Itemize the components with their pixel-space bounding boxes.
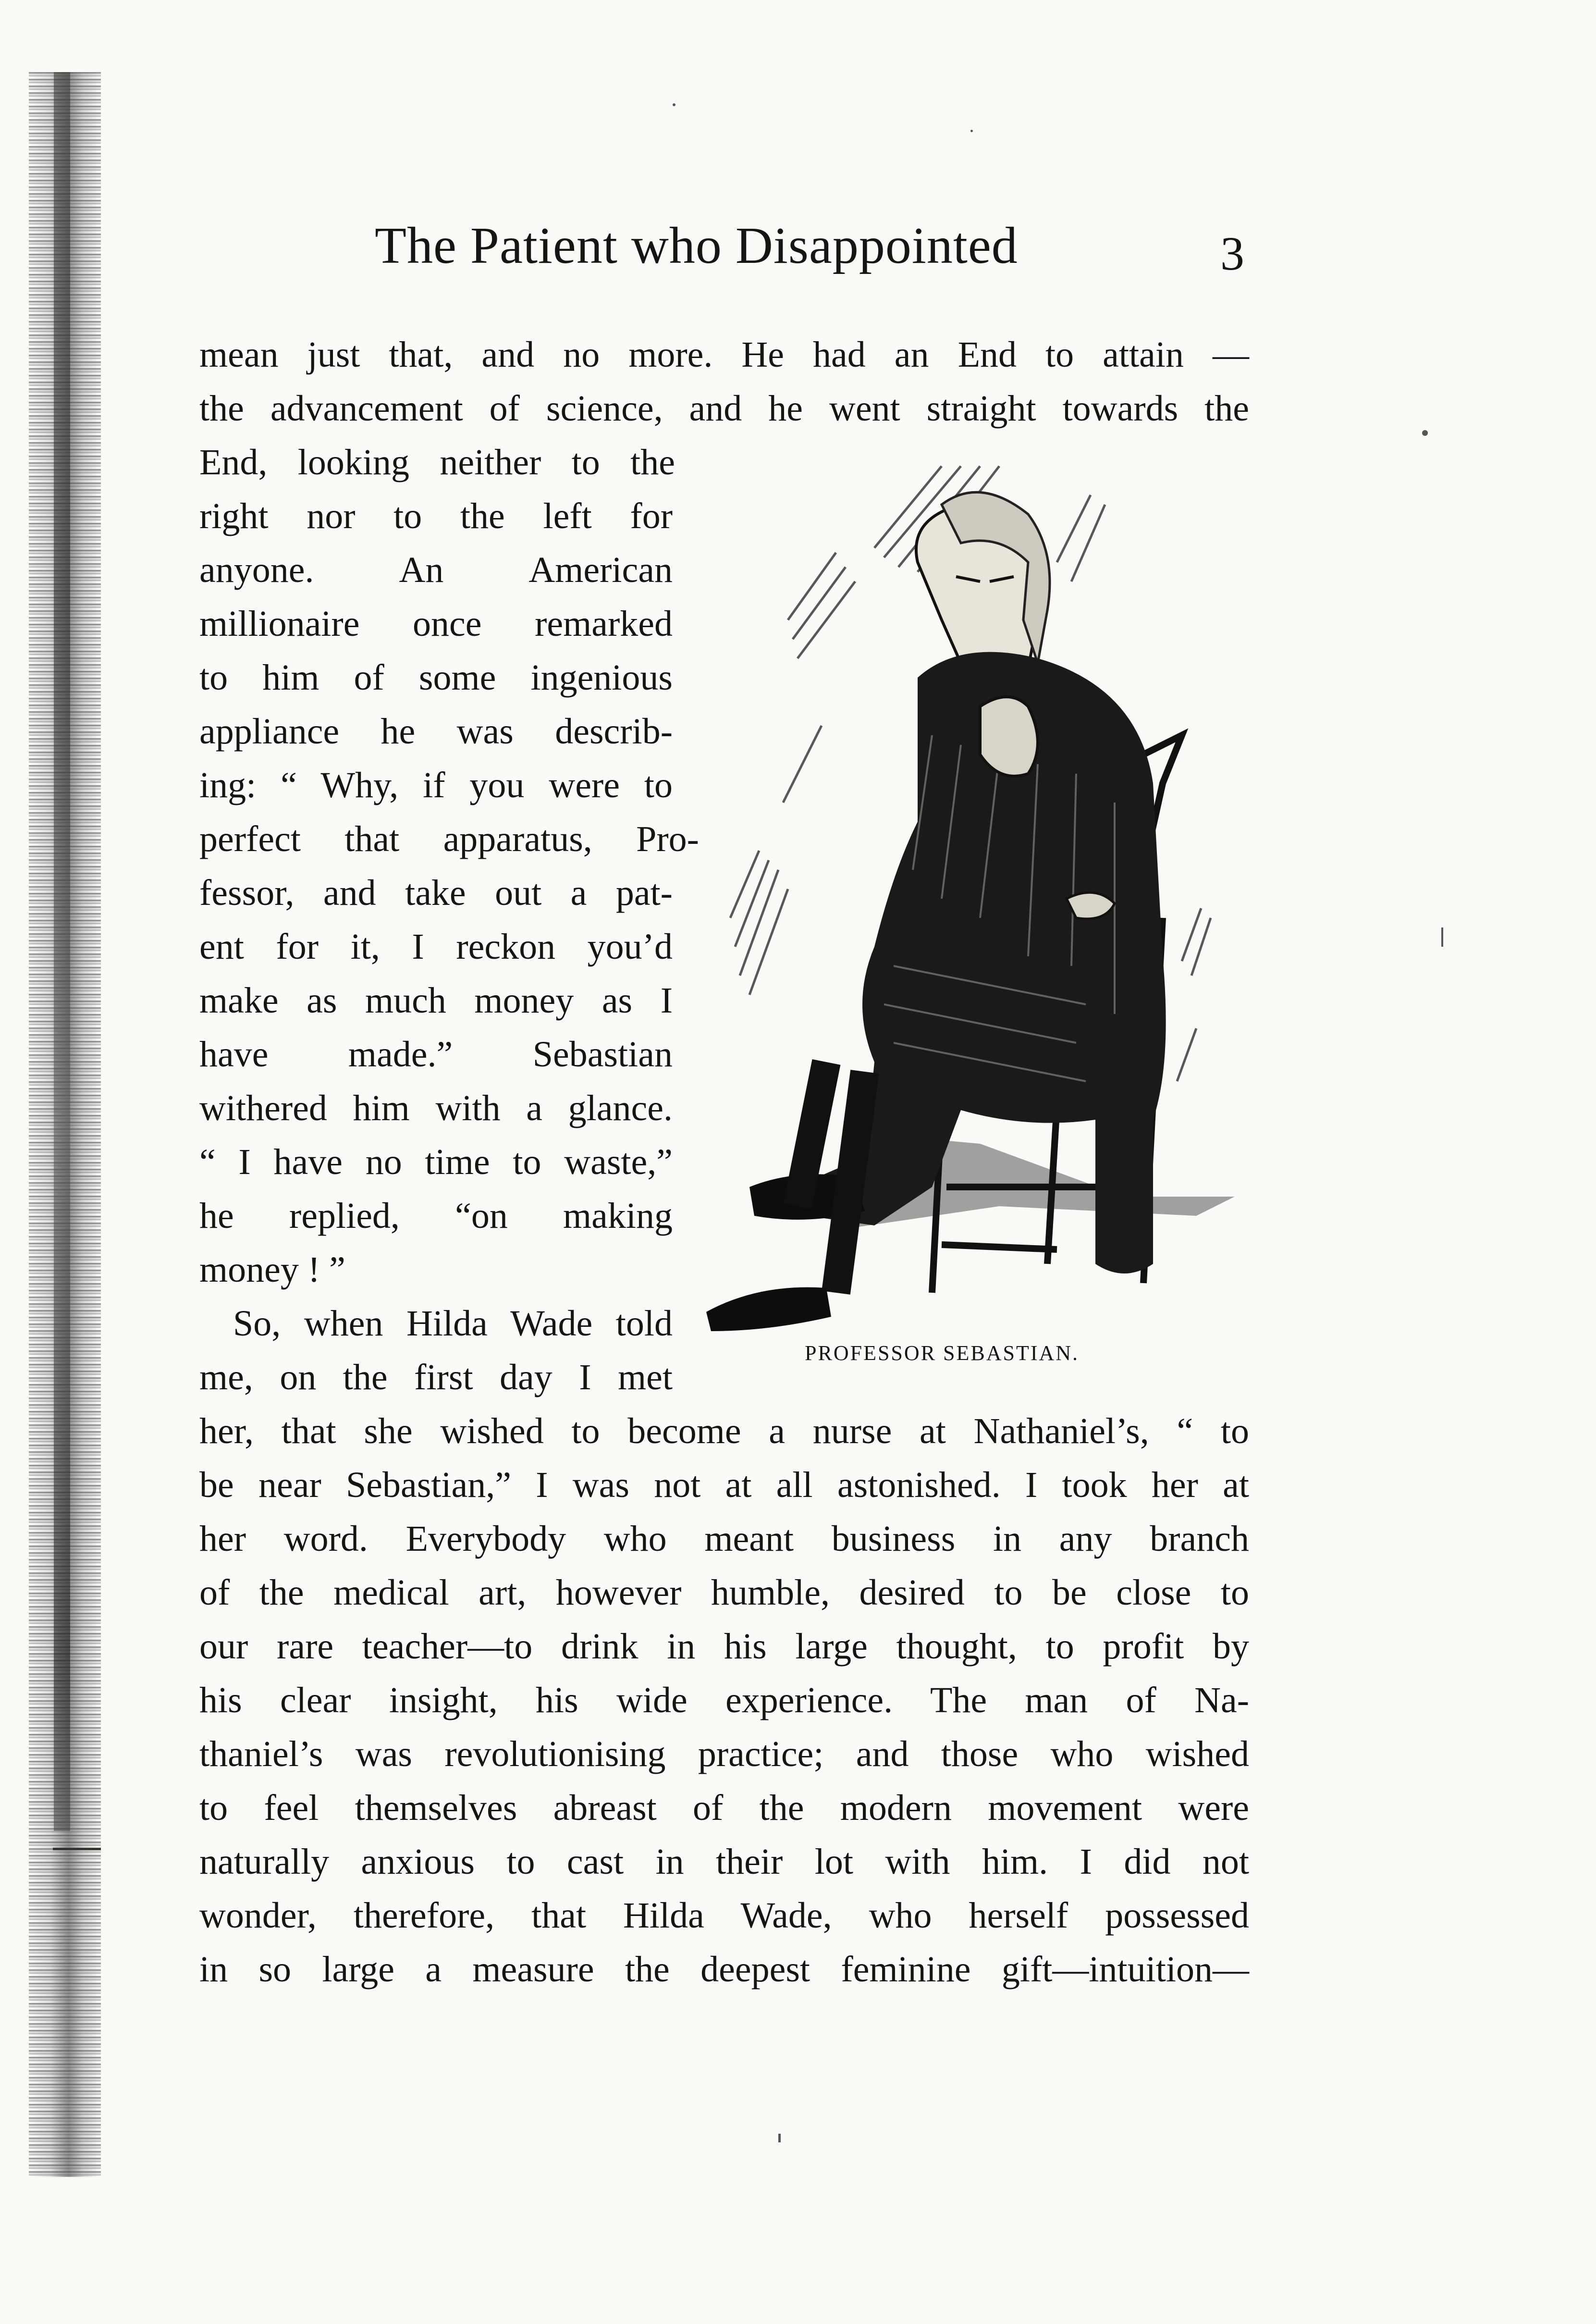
text-line: anyone. An American bbox=[199, 550, 673, 590]
text-line: millionaire once remarked bbox=[199, 604, 673, 644]
text-line: End, looking neither to the bbox=[199, 442, 675, 482]
text-line: the advancement of science, and he went straight towards the bbox=[199, 388, 1249, 429]
text-line: in so large a measure the deepest feminine gift—intuition— bbox=[199, 1949, 1249, 1990]
text-line: to feel themselves abreast of the modern movement were bbox=[199, 1788, 1249, 1828]
text-line: to him of some ingenious bbox=[199, 657, 673, 698]
text-line: ing: “ Why, if you were to bbox=[199, 765, 673, 805]
gutter-binding-edge bbox=[54, 72, 70, 1831]
text-line: his clear insight, his wide experience. The man of Na- bbox=[199, 1680, 1249, 1720]
text-line: her word. Everybody who meant business in any branch bbox=[199, 1519, 1249, 1559]
text-line: fessor, and take out a pat- bbox=[199, 873, 673, 913]
text-line: thaniel’s was revolutionising practice; and those who wished bbox=[199, 1734, 1249, 1774]
text-line: So, when Hilda Wade told bbox=[233, 1303, 673, 1344]
page-speck bbox=[970, 130, 973, 132]
page-speck bbox=[673, 103, 675, 106]
text-line: me, on the first day I met bbox=[199, 1357, 673, 1397]
page-speck bbox=[778, 2134, 781, 2142]
text-line: naturally anxious to cast in their lot with him. I did not bbox=[199, 1842, 1249, 1882]
text-line: wonder, therefore, that Hilda Wade, who herself possessed bbox=[199, 1895, 1249, 1936]
professor-sebastian-illustration bbox=[692, 437, 1249, 1341]
text-line: have made.” Sebastian bbox=[199, 1034, 673, 1075]
gutter-tick-mark bbox=[53, 1848, 101, 1850]
text-line: of the medical art, however humble, desired to be close to bbox=[199, 1572, 1249, 1613]
page-number: 3 bbox=[1220, 227, 1244, 280]
page-speck bbox=[1441, 927, 1443, 947]
figure-caption: PROFESSOR SEBASTIAN. bbox=[805, 1341, 1080, 1365]
text-line: money ! ” bbox=[199, 1249, 345, 1290]
running-header-title: The Patient who Disappointed bbox=[375, 217, 1018, 274]
text-line: be near Sebastian,” I was not at all astonished. I took her at bbox=[199, 1465, 1249, 1505]
text-line: appliance he was describ- bbox=[199, 711, 673, 752]
text-line: our rare teacher—to drink in his large thought, to profit by bbox=[199, 1626, 1249, 1667]
page-speck bbox=[1422, 430, 1428, 436]
text-line: “ I have no time to waste,” bbox=[199, 1142, 673, 1182]
text-line: her, that she wished to become a nurse at Nathaniel’s, “ to bbox=[199, 1411, 1249, 1451]
text-line: withered him with a glance. bbox=[199, 1088, 673, 1128]
text-line: mean just that, and no more. He had an End to attain — bbox=[199, 334, 1249, 375]
text-line: he replied, “on making bbox=[199, 1196, 673, 1236]
text-line: ent for it, I reckon you’d bbox=[199, 927, 673, 967]
text-line: right nor to the left for bbox=[199, 496, 673, 536]
text-line: make as much money as I bbox=[199, 980, 673, 1021]
text-line: perfect that apparatus, Pro- bbox=[199, 819, 699, 859]
